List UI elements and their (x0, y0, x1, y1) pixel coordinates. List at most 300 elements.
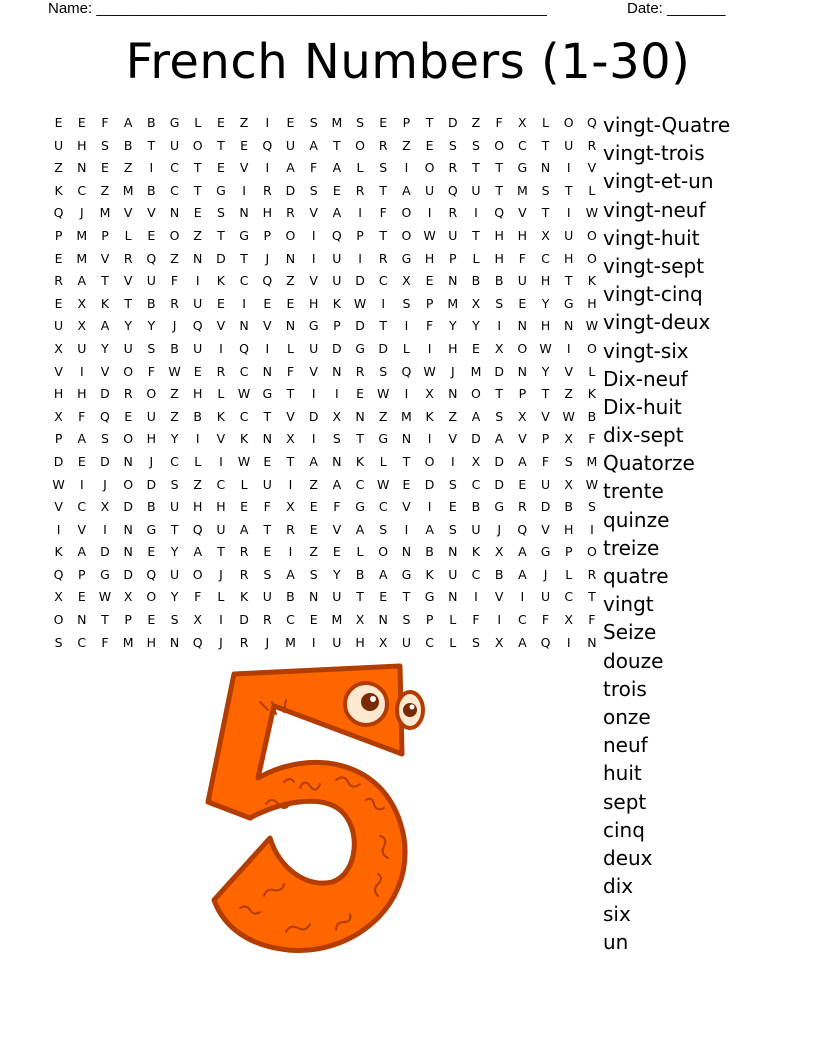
grid-letter: X (193, 612, 202, 628)
grid-letter: A (193, 544, 202, 560)
grid-letter: I (474, 205, 478, 221)
grid-letter: T (541, 386, 550, 402)
grid-letter: Z (123, 160, 133, 176)
grid-letter: O (494, 137, 505, 153)
grid-letter: S (263, 566, 272, 582)
grid-letter: Q (100, 408, 110, 424)
grid-letter: M (285, 634, 296, 650)
grid-row (47, 586, 604, 609)
grid-letter: X (54, 408, 63, 424)
grid-letter: S (332, 431, 341, 447)
grid-letter: H (494, 227, 504, 243)
grid-letter: H (77, 386, 87, 402)
grid-letter: A (309, 453, 318, 469)
grid-letter: I (242, 182, 246, 198)
grid-letter: J (172, 318, 177, 334)
grid-letter: I (311, 431, 316, 447)
grid-letter: Q (447, 182, 458, 198)
grid-letter: P (402, 115, 411, 130)
grid-letter: S (379, 160, 388, 176)
grid-letter: O (123, 476, 134, 492)
grid-letter: B (147, 295, 156, 311)
grid-letter: C (471, 566, 481, 582)
grid-letter: X (355, 612, 365, 628)
grid-letter: N (169, 205, 180, 221)
grid-letter: Y (448, 318, 457, 334)
grid-letter: T (286, 386, 295, 402)
grid-letter: Q (540, 634, 551, 650)
grid-letter: E (216, 115, 225, 130)
grid-letter: E (448, 499, 457, 515)
grid-letter: Z (193, 227, 202, 243)
grid-letter: R (448, 205, 458, 221)
grid-letter: O (378, 544, 389, 560)
grid-letter: S (379, 521, 388, 537)
grid-letter: I (404, 318, 409, 334)
grid-letter: T (263, 408, 272, 424)
grid-letter: M (447, 295, 459, 311)
grid-letter: O (586, 227, 597, 243)
grid-letter: S (356, 115, 364, 130)
grid-letter: T (170, 521, 179, 537)
grid-letter: G (216, 182, 226, 198)
grid-letter: F (495, 115, 503, 130)
grid-letter: C (77, 634, 87, 650)
grid-letter: N (448, 273, 458, 289)
grid-letter: T (379, 318, 388, 334)
grid-letter: C (471, 476, 481, 492)
grid-letter: I (219, 340, 223, 356)
grid-letter: T (379, 227, 388, 243)
grid-letter: X (494, 544, 504, 560)
grid-letter: I (311, 386, 316, 402)
grid-letter: Z (170, 408, 179, 424)
grid-letter: G (308, 318, 319, 334)
grid-row (47, 609, 604, 632)
grid-letter: P (54, 227, 63, 243)
grid-letter: V (309, 273, 318, 289)
grid-letter: E (425, 137, 434, 153)
grid-letter: J (450, 363, 455, 379)
grid-letter: H (424, 250, 435, 266)
word-list-item: Quatorze (603, 451, 695, 476)
grid-letter: A (309, 137, 318, 153)
grid-letter: V (587, 160, 597, 176)
grid-letter: E (309, 612, 318, 628)
grid-letter: S (402, 612, 411, 628)
grid-letter: U (564, 227, 574, 243)
grid-letter: H (146, 634, 157, 650)
grid-letter: R (355, 363, 365, 379)
grid-letter: O (355, 137, 365, 153)
grid-letter: F (541, 612, 550, 628)
grid-letter: U (425, 182, 435, 198)
grid-letter: R (123, 386, 133, 402)
grid-letter: T (402, 589, 411, 605)
grid-letter: E (518, 476, 527, 492)
grid-letter: P (78, 566, 86, 582)
word-list-item: Seize (603, 620, 657, 645)
grid-letter: C (170, 160, 179, 176)
grid-letter: X (541, 227, 550, 243)
grid-letter: U (54, 318, 64, 334)
grid-letter: O (192, 566, 203, 582)
grid-letter: I (219, 453, 223, 469)
word-list-item: vingt-sept (603, 253, 705, 278)
grid-letter: E (263, 453, 272, 469)
grid-letter: D (285, 182, 296, 198)
grid-letter: Z (309, 544, 318, 560)
grid-letter: O (471, 386, 481, 402)
grid-letter: D (53, 453, 64, 469)
grid-letter: V (286, 408, 295, 424)
grid-letter: T (425, 115, 434, 130)
grid-letter: E (309, 521, 318, 537)
grid-letter: Q (586, 115, 597, 130)
grid-letter: E (216, 160, 225, 176)
grid-letter: I (427, 340, 432, 356)
grid-letter: U (309, 340, 319, 356)
grid-letter: S (309, 182, 318, 198)
word-list-item: Dix-neuf (603, 366, 688, 391)
grid-letter: L (356, 160, 364, 176)
grid-letter: A (77, 273, 87, 289)
grid-letter: U (262, 476, 272, 492)
grid-row (47, 451, 604, 474)
grid-letter: E (518, 295, 527, 311)
grid-letter: J (265, 250, 270, 266)
grid-letter: U (169, 499, 180, 515)
grid-letter: I (381, 295, 386, 311)
grid-letter: X (77, 295, 87, 311)
grid-letter: F (170, 273, 179, 289)
grid-letter: D (355, 273, 365, 289)
grid-letter: U (169, 566, 180, 582)
grid-letter: K (355, 453, 365, 469)
grid-letter: U (540, 589, 551, 605)
grid-letter: O (285, 227, 296, 243)
grid-letter: T (402, 453, 411, 469)
grid-letter: P (101, 227, 109, 243)
grid-letter: Z (100, 182, 110, 198)
grid-letter: Q (146, 250, 157, 266)
grid-letter: J (79, 205, 84, 221)
grid-letter: S (564, 453, 573, 469)
grid-letter: I (79, 363, 84, 379)
grid-row (47, 428, 604, 451)
grid-letter: N (448, 386, 458, 402)
grid-letter: L (124, 227, 132, 243)
grid-letter: T (379, 182, 388, 198)
grid-letter: D (146, 476, 157, 492)
grid-letter: D (540, 499, 551, 515)
word-list (603, 111, 730, 957)
grid-letter: A (77, 431, 87, 447)
grid-letter: E (379, 589, 388, 605)
grid-letter: Z (170, 386, 179, 402)
grid-letter: E (332, 544, 341, 560)
grid-letter: T (495, 182, 503, 198)
grid-letter: Q (192, 318, 203, 334)
grid-letter: U (169, 137, 180, 153)
grid-letter: I (335, 386, 339, 402)
grid-letter: F (101, 115, 109, 130)
grid-letter: M (122, 634, 134, 650)
grid-letter: M (331, 612, 343, 628)
grid-letter: X (54, 340, 63, 356)
grid-letter: G (146, 521, 157, 537)
grid-letter: H (308, 295, 319, 311)
grid-letter: T (263, 521, 272, 537)
grid-letter: R (518, 499, 527, 515)
grid-letter: E (77, 115, 86, 130)
grid-letter: H (494, 250, 504, 266)
word-list-item: vingt-neuf (603, 197, 706, 222)
grid-letter: I (497, 318, 501, 334)
grid-letter: Q (192, 521, 203, 537)
grid-letter: N (77, 160, 87, 176)
grid-letter: O (401, 227, 412, 243)
grid-letter: R (239, 544, 249, 560)
grid-letter: L (286, 340, 294, 356)
grid-letter: V (448, 431, 458, 447)
grid-letter: I (520, 589, 525, 605)
grid-letter: I (149, 160, 154, 176)
grid-letter: P (449, 250, 457, 266)
grid-letter: R (587, 137, 597, 153)
grid-letter: W (377, 386, 390, 402)
grid-letter: K (471, 544, 481, 560)
grid-letter: Y (170, 589, 179, 605)
grid-letter: R (239, 634, 249, 650)
grid-letter: I (358, 250, 362, 266)
grid-letter: U (123, 340, 133, 356)
grid-letter: L (402, 340, 410, 356)
grid-letter: U (216, 521, 226, 537)
grid-letter: C (77, 182, 87, 198)
grid-letter: N (540, 160, 551, 176)
grid-letter: H (77, 137, 87, 153)
grid-letter: U (77, 340, 87, 356)
grid-letter: I (450, 453, 455, 469)
word-list-item: huit (603, 761, 642, 786)
grid-letter: N (262, 363, 272, 379)
grid-letter: P (333, 318, 341, 334)
grid-letter: A (402, 182, 411, 198)
grid-letter: S (495, 408, 504, 424)
grid-letter: P (263, 227, 272, 243)
grid-letter: E (240, 499, 249, 515)
grid-letter: N (239, 205, 249, 221)
grid-letter: H (262, 205, 272, 221)
name-line: Name: ______________________________________________________ (48, 0, 547, 17)
grid-letter: N (332, 363, 342, 379)
grid-letter: U (332, 634, 342, 650)
grid-letter: N (378, 612, 388, 628)
grid-letter: Y (333, 566, 341, 582)
grid-letter: E (379, 115, 388, 130)
grid-letter: H (355, 634, 365, 650)
grid-letter: X (286, 431, 295, 447)
grid-letter: N (332, 453, 342, 469)
grid-letter: F (194, 589, 202, 605)
grid-letter: M (586, 453, 598, 469)
grid-letter: G (355, 340, 365, 356)
grid-letter: Y (147, 318, 156, 334)
grid-letter: W (377, 476, 390, 492)
grid-row (47, 564, 604, 587)
grid-letter: R (378, 137, 388, 153)
grid-letter: S (309, 115, 318, 130)
grid-row (47, 474, 604, 497)
grid-letter: A (100, 318, 110, 334)
grid-letter: Y (541, 363, 550, 379)
grid-letter: O (517, 340, 528, 356)
grid-letter: W (237, 453, 251, 469)
grid-row (47, 225, 604, 248)
eye-back (397, 692, 423, 728)
grid-row (47, 135, 604, 158)
grid-letter: X (402, 273, 411, 289)
grid-letter: L (449, 612, 457, 628)
grid-row (47, 361, 604, 384)
grid-letter: D (494, 476, 504, 492)
grid-letter: I (404, 386, 409, 402)
grid-letter: C (286, 612, 295, 628)
grid-letter: X (332, 408, 342, 424)
grid-letter: J (219, 634, 223, 650)
grid-letter: V (147, 205, 156, 221)
grid-letter: D (239, 612, 249, 628)
grid-letter: S (147, 340, 156, 356)
grid-letter: Q (53, 205, 64, 221)
grid-letter: B (170, 340, 179, 356)
grid-letter: U (540, 476, 551, 492)
grid-letter: X (564, 476, 573, 492)
grid-letter: I (404, 521, 409, 537)
grid-letter: V (263, 318, 272, 334)
grid-letter: G (563, 295, 574, 311)
grid-letter: A (518, 634, 527, 650)
grid-letter: S (170, 476, 179, 492)
grid-letter: G (378, 431, 389, 447)
grid-letter: X (494, 634, 504, 650)
grid-letter: D (424, 476, 435, 492)
grid-letter: E (356, 386, 364, 402)
grid-letter: L (240, 476, 248, 492)
grid-letter: U (517, 273, 527, 289)
grid-letter: T (217, 227, 225, 243)
grid-letter: X (123, 589, 133, 605)
grid-letter: F (286, 363, 295, 379)
grid-letter: O (586, 250, 597, 266)
grid-letter: G (239, 227, 249, 243)
grid-row (47, 519, 604, 542)
grid-letter: T (495, 386, 503, 402)
grid-letter: U (332, 273, 342, 289)
grid-letter: B (587, 408, 597, 424)
grid-letter: G (262, 386, 273, 402)
grid-letter: V (54, 363, 63, 379)
grid-letter: E (147, 227, 156, 243)
grid-letter: S (472, 634, 480, 650)
grid-letter: K (54, 544, 63, 560)
grid-letter: R (286, 205, 295, 221)
grid-letter: B (471, 499, 481, 515)
grid-letter: E (263, 544, 272, 560)
grid-letter: A (332, 205, 342, 221)
grid-letter: X (494, 340, 504, 356)
grid-letter: Y (101, 340, 109, 356)
grid-letter: K (239, 589, 249, 605)
grid-letter: E (286, 115, 295, 130)
grid-letter: N (401, 431, 412, 447)
grid-letter: E (193, 363, 202, 379)
grid-letter: W (585, 205, 599, 221)
grid-letter: J (103, 476, 107, 492)
grid-letter: F (379, 205, 387, 221)
grid-letter: I (497, 612, 501, 628)
grid-letter: D (332, 340, 342, 356)
grid-letter: I (566, 205, 571, 221)
grid-letter: O (146, 589, 157, 605)
word-list-item: Dix-huit (603, 394, 682, 419)
grid-letter: Q (146, 566, 157, 582)
grid-letter: I (56, 521, 61, 537)
grid-letter: A (332, 476, 342, 492)
grid-letter: X (286, 499, 295, 515)
grid-letter: A (471, 408, 481, 424)
grid-letter: U (146, 408, 156, 424)
grid-row (47, 157, 604, 180)
grid-letter: T (240, 250, 248, 266)
grid-letter: Q (262, 137, 273, 153)
grid-letter: B (286, 589, 295, 605)
grid-letter: F (101, 634, 109, 650)
grid-letter: S (402, 295, 411, 311)
grid-letter: O (169, 227, 180, 243)
grid-letter: L (588, 182, 596, 198)
grid-letter: R (355, 182, 365, 198)
grid-letter: J (149, 453, 154, 469)
grid-letter: Q (331, 227, 342, 243)
grid-letter: Z (309, 476, 318, 492)
grid-letter: R (123, 250, 133, 266)
grid-row (47, 180, 604, 203)
grid-letter: Q (517, 521, 528, 537)
grid-letter: M (470, 363, 482, 379)
grid-letter: N (193, 250, 203, 266)
grid-letter: F (541, 453, 550, 469)
grid-letter: E (147, 544, 156, 560)
grid-letter: G (355, 499, 365, 515)
grid-letter: F (518, 250, 526, 266)
grid-letter: O (424, 160, 435, 176)
grid-letter: E (124, 408, 133, 424)
grid-letter: T (193, 182, 202, 198)
grid-letter: Q (262, 273, 273, 289)
grid-letter: U (471, 182, 481, 198)
grid-letter: Y (124, 318, 132, 334)
eye-front (345, 683, 387, 725)
grid-letter: N (517, 363, 528, 379)
grid-letter: N (517, 318, 528, 334)
grid-letter: I (311, 634, 316, 650)
grid-letter: V (123, 205, 133, 221)
grid-letter: V (77, 521, 87, 537)
grid-letter: H (146, 431, 157, 447)
grid-letter: E (54, 115, 63, 130)
